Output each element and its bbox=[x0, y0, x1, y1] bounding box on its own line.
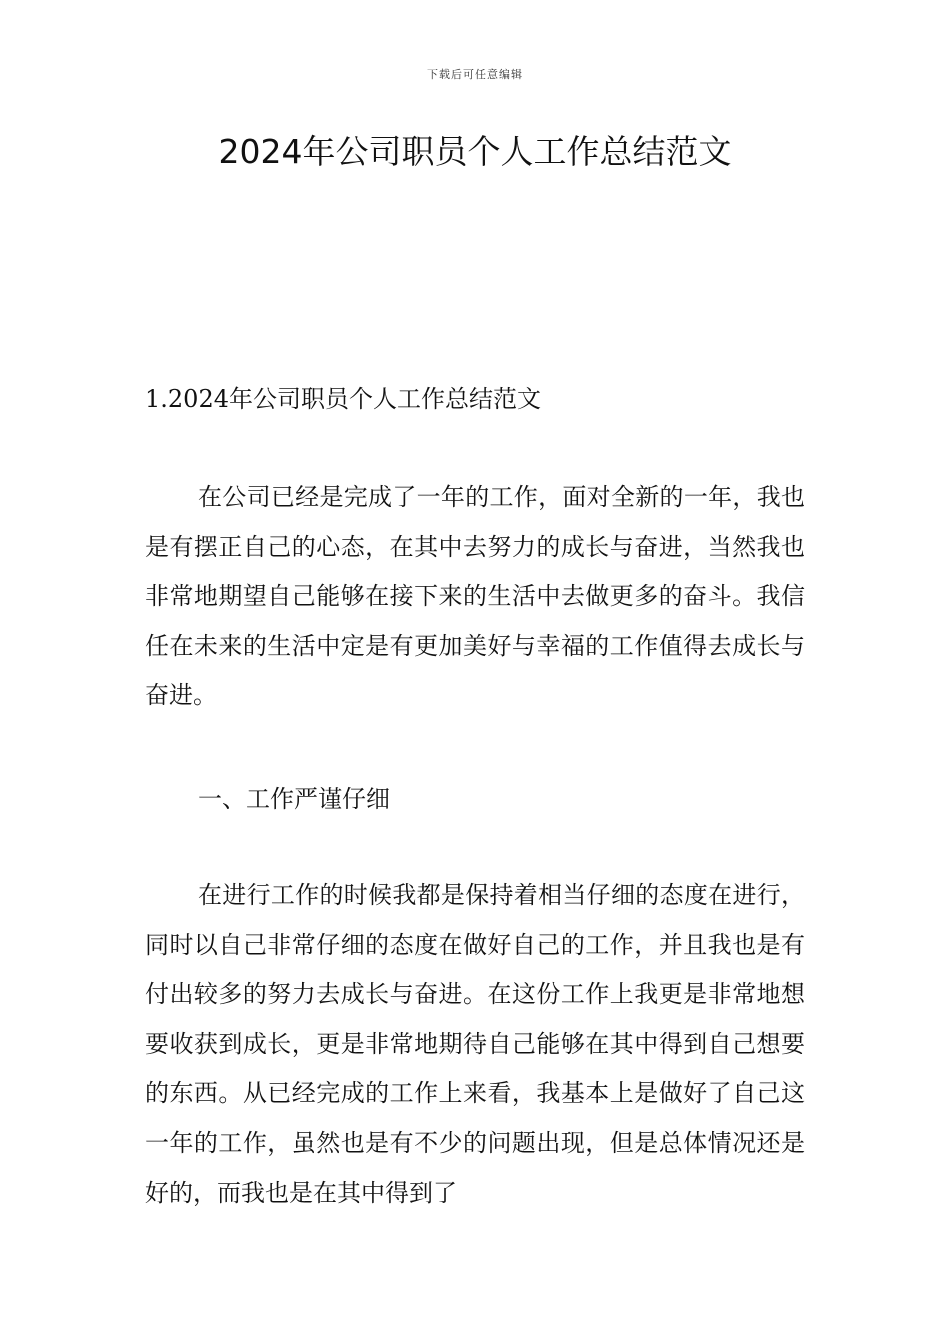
subsection-heading: 一、工作严谨仔细 bbox=[198, 785, 390, 813]
document-title: 2024年公司职员个人工作总结范文 bbox=[218, 132, 732, 171]
intro-paragraph: 在公司已经是完成了一年的工作，面对全新的一年，我也是有摆正自己的心态，在其中去努力的成长与奋进，当然我也非常地期望自己能够在接下来的生活中去做更多的奋斗。我信任在未来的生活中定是有更加美好与幸福的工作值得去成长与奋进。 bbox=[145, 483, 805, 710]
header-note: 下载后可任意编辑 bbox=[427, 68, 523, 81]
section-heading: 1.2024年公司职员个人工作总结范文 bbox=[145, 385, 541, 413]
body-paragraph: 在进行工作的时候我都是保持着相当仔细的态度在进行，同时以自己非常仔细的态度在做好自己的工作，并且我也是有付出较多的努力去成长与奋进。在这份工作上我更是非常地想要收获到成长，更是非常地期待自己能够在其中得到自己想要的东西。从已经完成的工作上来看，我基本上是做好了自己这一年的工作，虽然也是有不少的问题出现，但是总体情况还是好的，而我也是在其中得到了 bbox=[145, 881, 805, 1207]
